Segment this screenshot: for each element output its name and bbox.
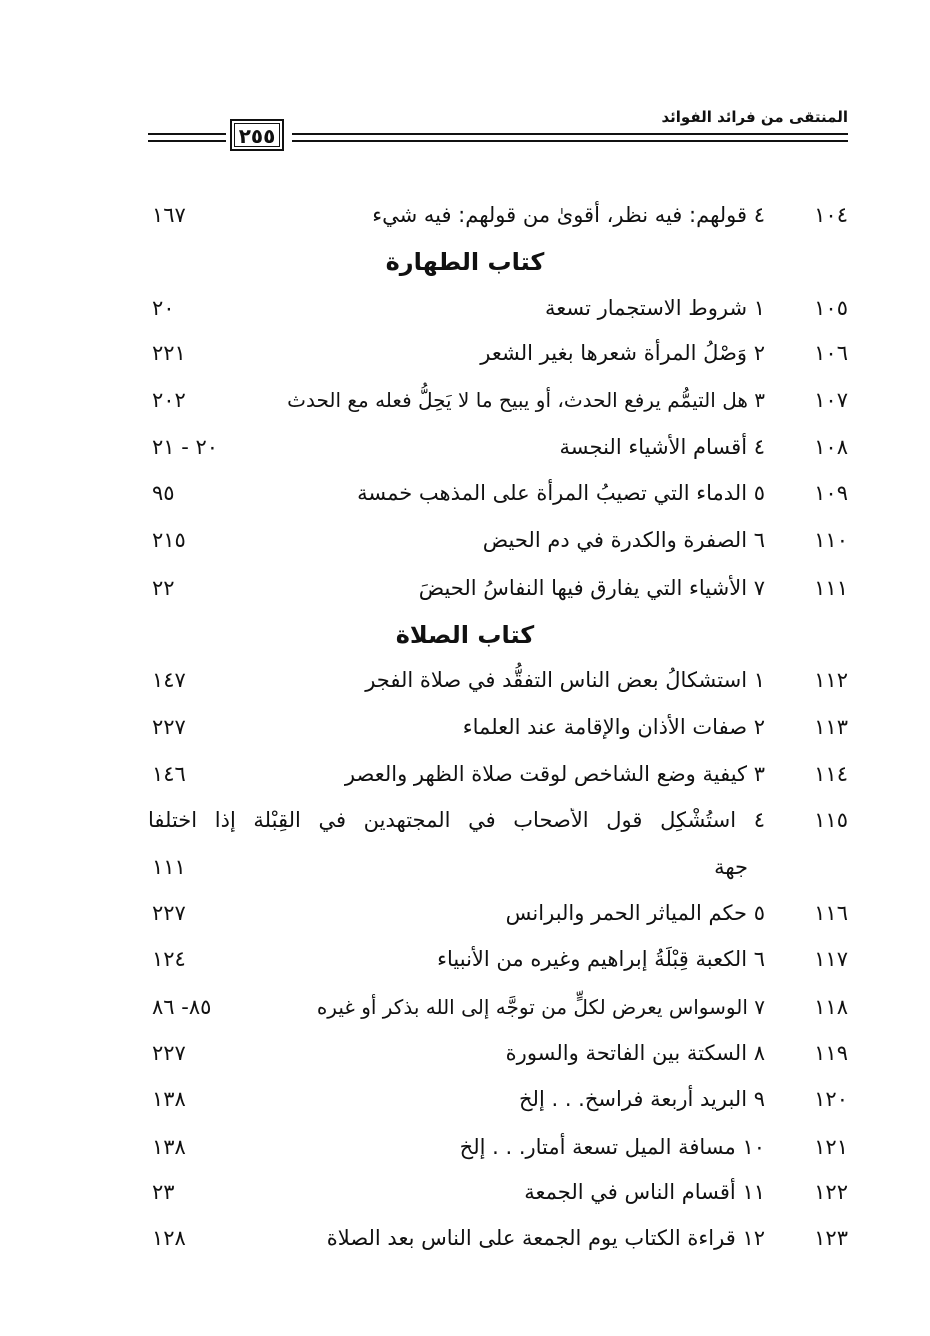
entry-text: ١١ أقسام الناس في الجمعة bbox=[524, 1180, 765, 1204]
entry-number: ١٢١ bbox=[814, 1135, 848, 1159]
index-entry bbox=[0, 341, 930, 381]
index-entry bbox=[0, 1180, 930, 1220]
index-entry bbox=[0, 528, 930, 568]
entry-number: ١١٩ bbox=[814, 1041, 848, 1065]
entry-page: ٢٠٢ bbox=[152, 388, 186, 412]
index-entry bbox=[0, 1226, 930, 1266]
entry-text: ٧ الوسواس يعرض لكلٍّ من توجَّه إلى الله بذكر أو غيره bbox=[316, 995, 765, 1019]
entry-number: ١١٧ bbox=[814, 947, 848, 971]
entry-number: ١٢٠ bbox=[814, 1087, 848, 1111]
index-entry bbox=[0, 203, 930, 243]
entry-text: ٨ السكتة بين الفاتحة والسورة bbox=[505, 1041, 765, 1065]
header-rule-left bbox=[148, 133, 226, 142]
entry-number: ١١١ bbox=[814, 576, 848, 600]
index-entry bbox=[0, 435, 930, 475]
entry-page: ١٦٧ bbox=[152, 203, 186, 227]
entry-page: ٨٥- ٨٦ bbox=[152, 995, 212, 1019]
entry-text: ٥ حكم المياثر الحمر والبرانس bbox=[505, 901, 765, 925]
entry-text: ٤ أقسام الأشياء النجسة bbox=[559, 435, 765, 459]
section-heading: كتاب الصلاة bbox=[395, 621, 535, 649]
entry-page: ١٢٨ bbox=[152, 1226, 186, 1250]
running-title: المنتقى من فرائد الفوائد bbox=[661, 108, 848, 126]
entry-page: ١٤٧ bbox=[152, 668, 186, 692]
index-entry bbox=[0, 576, 930, 616]
entry-text: ١٠ مسافة الميل تسعة أمتار. . . إلخ bbox=[459, 1135, 765, 1159]
entry-text: ٦ الكعبة قِبْلَةُ إبراهيم وغيره من الأنبياء bbox=[437, 947, 765, 971]
index-entry bbox=[0, 481, 930, 521]
index-entry bbox=[0, 947, 930, 987]
entry-number: ١٠٥ bbox=[814, 296, 848, 320]
entry-number: ١١٣ bbox=[814, 715, 848, 739]
entry-text: ٢ صفات الأذان والإقامة عند العلماء bbox=[462, 715, 765, 739]
entry-text: ١ استشكالُ بعض الناس التفقُّد في صلاة الفجر bbox=[365, 668, 765, 692]
entry-text: ٥ الدماء التي تصيبُ المرأة على المذهب خمسة bbox=[357, 481, 765, 505]
entry-page: ٢٢١ bbox=[152, 341, 186, 365]
entry-text: ٧ الأشياء التي يفارق فيها النفاسُ الحيضَ bbox=[418, 576, 765, 600]
entry-page: ٩٥ bbox=[152, 481, 175, 505]
entry-page: ١١١ bbox=[152, 855, 186, 879]
index-entry bbox=[0, 1135, 930, 1175]
entry-page: ٢٢٧ bbox=[152, 1041, 186, 1065]
entry-page: ٢٢ bbox=[152, 576, 175, 600]
index-entry bbox=[0, 995, 930, 1035]
entry-text: ٩ البريد أربعة فراسخ. . . إلخ bbox=[519, 1087, 765, 1111]
entry-page: ٢٢٧ bbox=[152, 715, 186, 739]
entry-number: ١١٢ bbox=[814, 668, 848, 692]
entry-page: ١٤٦ bbox=[152, 762, 186, 786]
entry-number: ١١٨ bbox=[814, 995, 848, 1019]
entry-page: ١٢٤ bbox=[152, 947, 186, 971]
header-rule-right bbox=[292, 133, 848, 142]
entry-text: ٤ استُشْكِل قول الأصحاب في المجتهدين في القِبْلة إذا اختلفا bbox=[148, 808, 765, 832]
index-entry bbox=[0, 1041, 930, 1081]
index-entry bbox=[0, 715, 930, 755]
page-number-box bbox=[230, 119, 284, 151]
entry-number: ١١٥ bbox=[814, 808, 848, 832]
entry-text: ٣ هل التيمُّم يرفع الحدث، أو يبيح ما لا يَحِلُّ فعله مع الحدث bbox=[287, 388, 765, 412]
entry-text: ٢ وَصْلُ المرأة شعرها بغير الشعر bbox=[480, 341, 765, 365]
page-number: ٢٥٥ bbox=[234, 123, 280, 147]
entry-number: ١١٤ bbox=[814, 762, 848, 786]
entry-page: ٢٢٧ bbox=[152, 901, 186, 925]
index-entry bbox=[0, 808, 930, 898]
entry-page: ١٣٨ bbox=[152, 1135, 186, 1159]
entry-page: ٢١٥ bbox=[152, 528, 186, 552]
section-heading: كتاب الطهارة bbox=[385, 248, 545, 276]
entry-page: ١٣٨ bbox=[152, 1087, 186, 1111]
index-entry bbox=[0, 668, 930, 708]
index-entry bbox=[0, 296, 930, 336]
entry-number: ١٠٩ bbox=[814, 481, 848, 505]
entry-number: ١٠٤ bbox=[814, 203, 848, 227]
entry-page: ٢٠ bbox=[152, 296, 175, 320]
entry-number: ١٠٦ bbox=[814, 341, 848, 365]
entry-number: ١١٠ bbox=[814, 528, 848, 552]
index-entry bbox=[0, 388, 930, 428]
entry-text: ٣ كيفية وضع الشاخص لوقت صلاة الظهر والعصر bbox=[344, 762, 765, 786]
entry-number: ١٢٣ bbox=[814, 1226, 848, 1250]
entry-page: ٢٠ - ٢١ bbox=[152, 435, 219, 459]
entry-number: ١٠٨ bbox=[814, 435, 848, 459]
entry-number: ١١٦ bbox=[814, 901, 848, 925]
entry-number: ١٢٢ bbox=[814, 1180, 848, 1204]
entry-number: ١٠٧ bbox=[814, 388, 848, 412]
entry-page: ٢٣ bbox=[152, 1180, 175, 1204]
entry-continuation: جهة bbox=[714, 855, 748, 879]
entry-text: ٦ الصفرة والكدرة في دم الحيض bbox=[482, 528, 765, 552]
entry-text: ١٢ قراءة الكتاب يوم الجمعة على الناس بعد الصلاة bbox=[326, 1226, 765, 1250]
entry-text: ١ شروط الاستجمار تسعة bbox=[545, 296, 765, 320]
index-entry bbox=[0, 901, 930, 941]
index-entry bbox=[0, 762, 930, 802]
entry-text: ٤ قولهم: فيه نظر، أقوىٰ من قولهم: فيه شيء bbox=[372, 203, 765, 227]
index-entry bbox=[0, 1087, 930, 1127]
